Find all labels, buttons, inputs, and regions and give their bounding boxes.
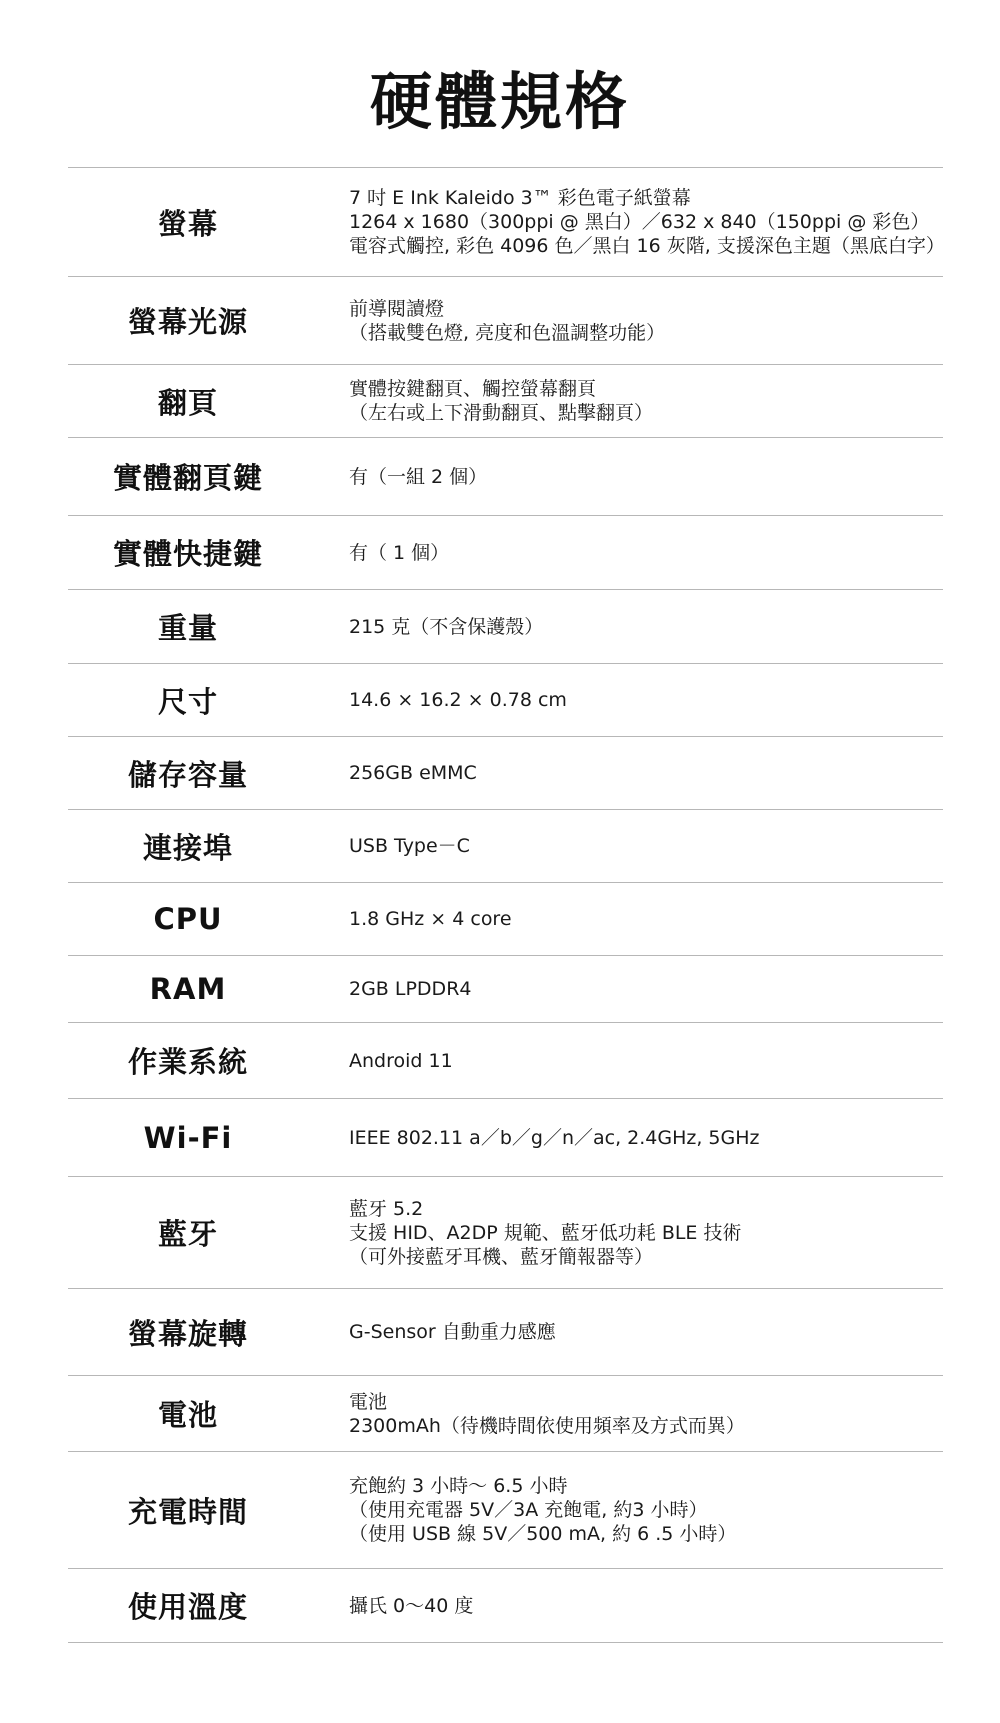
spec-value [349,834,943,858]
spec-value-line: 2300mAh（待機時間依使用頻率及方式而異） [349,1415,745,1437]
spec-value-line: 1.8 GHz × 4 core [349,908,512,930]
spec-row [68,809,943,882]
spec-value [349,977,943,1001]
spec-label: 螢幕旋轉 [127,1316,248,1351]
spec-label: 電池 [157,1398,218,1432]
spec-row [68,167,943,276]
spec-label: 實體快捷鍵 [112,537,263,571]
spec-value [349,907,943,931]
spec-label: Wi-Fi [143,1120,233,1155]
spec-label: 連接埠 [142,830,233,865]
spec-label: 儲存容量 [127,757,248,792]
spec-label: 作業系統 [127,1045,248,1079]
spec-row [68,1098,943,1176]
spec-row [68,1022,943,1098]
spec-value [349,377,943,425]
spec-row [68,1451,943,1568]
spec-value-line: 電容式觸控, 彩色 4096 色／黑白 16 灰階, 支援深色主題（黑底白字） [349,235,945,257]
spec-value [349,761,943,785]
spec-value-line: （可外接藍牙耳機、藍牙簡報器等） [349,1246,654,1268]
spec-value [349,615,943,639]
spec-label: 實體翻頁鍵 [112,461,263,495]
spec-label: 尺寸 [157,684,218,719]
spec-label: 藍牙 [157,1217,218,1251]
spec-value-line: （使用 USB 線 5V／500 mA, 約 6 .5 小時） [349,1523,737,1545]
spec-row [68,515,943,589]
spec-label: 重量 [157,611,218,645]
spec-label: 充電時間 [127,1494,248,1529]
spec-row [68,437,943,515]
spec-row [68,663,943,736]
spec-value-line: 2GB LPDDR4 [349,978,472,1000]
spec-label: CPU [153,902,223,936]
spec-value [349,465,943,489]
spec-value-line: 支援 HID、A2DP 規範、藍牙低功耗 BLE 技術 [349,1222,742,1244]
spec-value-line: G-Sensor 自動重力感應 [349,1321,556,1343]
spec-value-line: 有（ 1 個） [349,542,450,564]
spec-value [349,541,943,565]
spec-value [349,688,943,712]
spec-row [68,276,943,364]
spec-row [68,589,943,663]
spec-value-line: USB Type－C [349,835,470,857]
spec-value-line: 電池 [349,1391,388,1413]
spec-value [349,186,943,258]
spec-value-line: 藍牙 5.2 [349,1198,424,1220]
spec-value-line: 14.6 × 16.2 × 0.78 cm [349,689,567,711]
spec-row [68,736,943,809]
spec-label: 翻頁 [157,385,218,420]
spec-row [68,882,943,955]
spec-value-line: Android 11 [349,1050,453,1072]
spec-value-line: 充飽約 3 小時～ 6.5 小時 [349,1475,568,1497]
spec-value [349,1594,943,1618]
spec-value-line: 有（一組 2 個） [349,466,488,488]
spec-value-line: 實體按鍵翻頁、觸控螢幕翻頁 [349,378,597,400]
spec-value-line: 1264 x 1680（300ppi @ 黑白）／632 x 840（150ppi @ 彩色） [349,211,930,233]
spec-value-line: 攝氏 0～40 度 [349,1595,474,1617]
spec-value-line: 前導閱讀燈 [349,298,445,320]
spec-value-line: 256GB eMMC [349,762,477,784]
spec-value [349,1474,943,1546]
spec-row [68,1568,943,1643]
page-title: 硬體規格 [369,65,630,138]
spec-value-line: （左右或上下滑動翻頁、點擊翻頁） [349,402,654,424]
spec-value-line: （使用充電器 5V／3A 充飽電, 約3 小時） [349,1499,708,1521]
spec-value-line: （搭載雙色燈, 亮度和色溫調整功能） [349,322,666,344]
spec-row [68,364,943,437]
spec-value [349,1197,943,1269]
spec-label: RAM [149,972,227,1006]
spec-label: 螢幕光源 [127,305,248,339]
spec-row [68,955,943,1022]
spec-value-line: IEEE 802.11 a／b／g／n／ac, 2.4GHz, 5GHz [349,1127,760,1149]
spec-label: 使用溫度 [127,1590,248,1624]
spec-label: 螢幕 [157,206,218,241]
spec-value [349,297,943,345]
spec-value [349,1049,943,1073]
spec-row [68,1176,943,1288]
spec-value-line: 7 吋 E Ink Kaleido 3™ 彩色電子紙螢幕 [349,187,691,209]
spec-row [68,1375,943,1451]
spec-row [68,1288,943,1375]
spec-value-line: 215 克（不含保護殼） [349,616,544,638]
spec-value [349,1320,943,1344]
spec-value [349,1390,943,1438]
spec-value [349,1126,943,1150]
